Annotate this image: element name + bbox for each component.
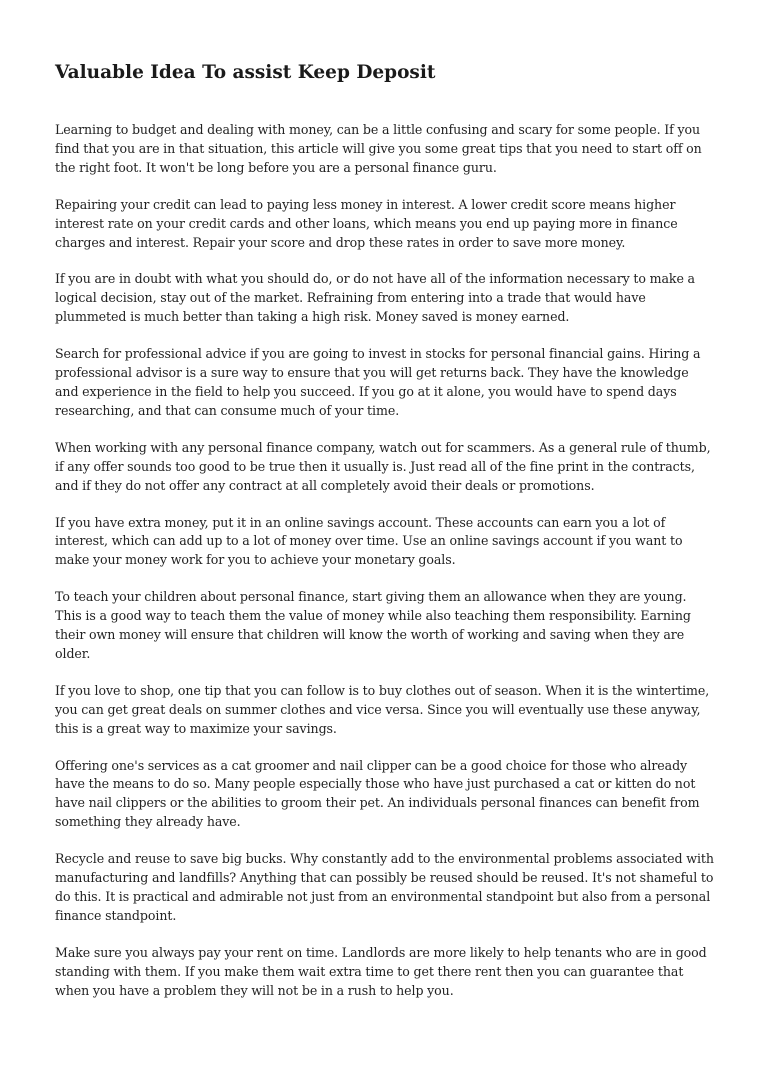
paragraph: Learning to budget and dealing with money, can be a little confusing and scary for some people. If you find that you are in that situation, this article will give you some great tips that you need to start off on the right foot. It won't be long before you are a personal finance guru. [55,122,702,175]
paragraph: Make sure you always pay your rent on time. Landlords are more likely to help tenants who are in good standing with them. If you make them wait extra time to get there rent then you can guarantee that when you have a problem they will not be in a rush to help you. [55,944,707,998]
paragraph: Recycle and reuse to save big bucks. Why constantly add to the environmental problems associated with manufacturing and landfills? Anything that can possibly be reused should be reused. It's not shameful to do this. It is practical and admirable not just from an environmental standpoint but also from a personal finance standpoint. [55,851,714,923]
paragraph: Repairing your credit can lead to paying less money in interest. A lower credit score means higher interest rate on your credit cards and other loans, which means you end up paying more in finance charges and interest. Repair your score and drop these rates in order to save more money. [55,196,678,250]
paragraph: If you are in doubt with what you should do, or do not have all of the information necessary to make a logical decision, stay out of the market. Refraining from entering into a trade that would have plummeted is much better than taking a high risk. Money saved is money earned. [55,271,695,325]
paragraph: Search for professional advice if you are going to invest in stocks for personal financial gains. Hiring a professional advisor is a sure way to ensure that you will get returns back. They have the knowledge and experience in the field to help you succeed. If you go at it alone, you would have to spend days researching, and that can consume much of your time. [55,346,701,418]
paragraph: Offering one's services as a cat groomer and nail clipper can be a good choice for those who already have the means to do so. Many people especially those who have just purchased a cat or kitten do not have nail clippers or the abilities to groom their pet. An individuals personal finances can benefit from something they already have. [55,757,700,830]
article-body [55,121,715,1019]
page-title: Valuable Idea To assist Keep Deposit [55,62,436,83]
paragraph: If you love to shop, one tip that you can follow is to buy clothes out of season. When it is the wintertime, you can get great deals on summer clothes and vice versa. Since you will eventually use these anyway, this is a great way to maximize your savings. [55,682,710,736]
paragraph: When working with any personal finance company, watch out for scammers. As a general rule of thumb, if any offer sounds too good to be true then it usually is. Just read all of the fine print in the contracts, and if they do not offer any contract at all completely avoid their deals or promotions. [55,439,711,493]
paragraph: To teach your children about personal finance, start giving them an allowance when they are young. This is a good way to teach them the value of money while also teaching them responsibility. Earning their own money will ensure that children will know the worth of working and saving when they are older. [55,589,691,661]
paragraph: If you have extra money, put it in an online savings account. These accounts can earn you a lot of interest, which can add up to a lot of money over time. Use an online savings account if you want to make your money work for you to achieve your monetary goals. [55,514,683,568]
